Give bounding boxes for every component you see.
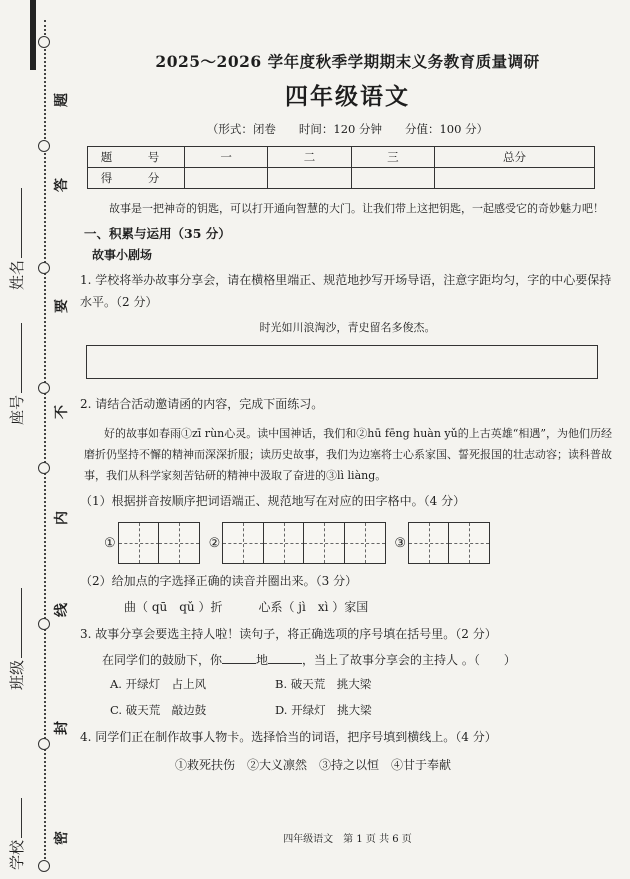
binding-hole — [38, 36, 50, 48]
tian-grid-group-2 — [222, 522, 384, 564]
tian-cell[interactable] — [303, 522, 345, 564]
seal-char: 要 — [54, 299, 70, 313]
sentence-part: 地 — [256, 653, 269, 667]
question-3-sentence — [102, 651, 615, 668]
tian-grid-group-3 — [408, 522, 489, 564]
score-cell: 三 — [351, 147, 434, 168]
binding-hole — [38, 738, 50, 750]
score-input-cell[interactable] — [185, 168, 268, 189]
question-3: 3. 故事分享会要选主持人啦！读句子，将正确选项的序号填在括号里。（2 分） — [80, 627, 497, 641]
tian-cell[interactable] — [344, 522, 386, 564]
grid-label: ② — [208, 535, 221, 551]
exam-page — [80, 0, 615, 845]
question-4-options: ①救死扶伤 ②大义凛然 ③持之以恒 ④甘于奉献 — [175, 758, 452, 772]
seal-char: 封 — [54, 721, 70, 735]
school-label: 学校 — [8, 839, 26, 870]
option-d[interactable]: D. 开绿灯 挑大梁 — [275, 703, 372, 717]
exam-info: （形式：闭卷 时间：120 分钟 分值：100 分） — [206, 122, 489, 136]
sentence-part: 在同学们的鼓励下，你 — [102, 653, 223, 667]
sentence-part: ，当上了故事分享会的主持人 。（ ） — [302, 653, 516, 667]
score-cell: 二 — [268, 147, 351, 168]
copy-source-text: 时光如川浪淘沙，青史留名多俊杰。 — [259, 321, 436, 334]
binding-strip — [0, 0, 78, 879]
option-b[interactable]: B. 破天荒 挑大梁 — [275, 677, 372, 691]
score-cell: 得 分 — [88, 168, 185, 189]
binding-hole — [38, 860, 50, 872]
invitation-passage: 好的故事如春雨①zī rùn心灵。读中国神话，我们和②hū fēng huàn yǔ的上古英雄“相遇”，为他们历经磨折仍坚持不懈的精神而深深折服；读历史故事，我们为边塞将士心系家国、誓死报国的壮志动容；读科普故事，我们从科学家刻苦钻研的精神中汲取了奋进的③lì liàng。 — [84, 427, 612, 482]
binding-bar — [30, 0, 36, 70]
option-a[interactable]: A. 开绿灯 占上风 — [110, 677, 207, 691]
score-input-cell[interactable] — [351, 168, 434, 189]
score-cell: 一 — [185, 147, 268, 168]
exam-title: 2025～2026 学年度秋季学期期末义务教育质量调研 — [155, 52, 540, 71]
seat-number-label: 座号 — [8, 394, 26, 425]
score-cell: 题 号 — [88, 147, 185, 168]
seal-char: 答 — [54, 178, 70, 192]
pronunciation-choices[interactable]: 曲（ qū qǔ ）折 心系（ jì xì ）家国 — [124, 600, 369, 614]
seal-char: 不 — [54, 405, 70, 419]
school-field[interactable] — [6, 798, 27, 870]
question-4: 4. 同学们正在制作故事人物卡。选择恰当的词语，把序号填到横线上。（4 分） — [80, 730, 497, 744]
intro-text: 故事是一把神奇的钥匙，可以打开通向智慧的大门。让我们带上这把钥匙，一起感受它的奇妙魅力吧！ — [109, 202, 604, 215]
tian-cell[interactable] — [448, 522, 490, 564]
binding-hole — [38, 382, 50, 394]
seal-char: 密 — [54, 831, 70, 845]
question-2: 2. 请结合活动邀请函的内容，完成下面练习。 — [80, 397, 324, 411]
answer-blank[interactable] — [222, 663, 256, 664]
class-field[interactable] — [6, 588, 27, 690]
question-2-2: （2）给加点的字选择正确的读音并圈出来。（3 分） — [80, 574, 358, 588]
binding-hole — [38, 140, 50, 152]
grid-label: ① — [104, 535, 116, 551]
binding-hole — [38, 262, 50, 274]
score-table — [87, 146, 595, 189]
score-cell: 总分 — [434, 147, 594, 168]
question-2-1: （1）根据拼音按顺序把词语端正、规范地写在对应的田字格中。（4 分） — [80, 494, 466, 508]
name-label: 姓名 — [8, 259, 26, 290]
question-3-options — [110, 676, 615, 718]
section-subtitle: 故事小剧场 — [92, 248, 153, 262]
option-c[interactable]: C. 破天荒 敲边鼓 — [110, 703, 207, 717]
score-table-header-row — [88, 147, 595, 168]
main-title: 四年级语文 — [285, 84, 410, 110]
tian-cell[interactable] — [263, 522, 305, 564]
page-footer: 四年级语文 第 1 页 共 6 页 — [283, 834, 412, 845]
tian-cell[interactable] — [408, 522, 450, 564]
grid-label: ③ — [394, 535, 406, 551]
section-title: 一、积累与运用（35 分） — [84, 226, 231, 241]
seal-char: 题 — [54, 93, 70, 107]
question-1: 1. 学校将举办故事分享会，请在横格里端正、规范地抄写开场导语，注意字距均匀，字的中心要保持水平。（2 分） — [80, 273, 612, 309]
class-label: 班级 — [8, 659, 26, 690]
tian-cell[interactable] — [118, 522, 160, 564]
seal-char: 线 — [54, 603, 70, 617]
score-table-score-row — [88, 168, 595, 189]
score-input-cell[interactable] — [268, 168, 351, 189]
seal-char: 内 — [54, 511, 70, 525]
binding-hole — [38, 462, 50, 474]
copy-writing-box[interactable] — [86, 345, 598, 379]
tian-grid-row — [104, 522, 615, 564]
answer-blank[interactable] — [268, 663, 302, 664]
name-field[interactable] — [6, 188, 27, 290]
tian-grid-group-1 — [118, 522, 199, 564]
binding-hole — [38, 618, 50, 630]
seat-number-field[interactable] — [6, 323, 27, 425]
tian-cell[interactable] — [158, 522, 200, 564]
score-input-cell[interactable] — [434, 168, 594, 189]
tian-cell[interactable] — [222, 522, 264, 564]
